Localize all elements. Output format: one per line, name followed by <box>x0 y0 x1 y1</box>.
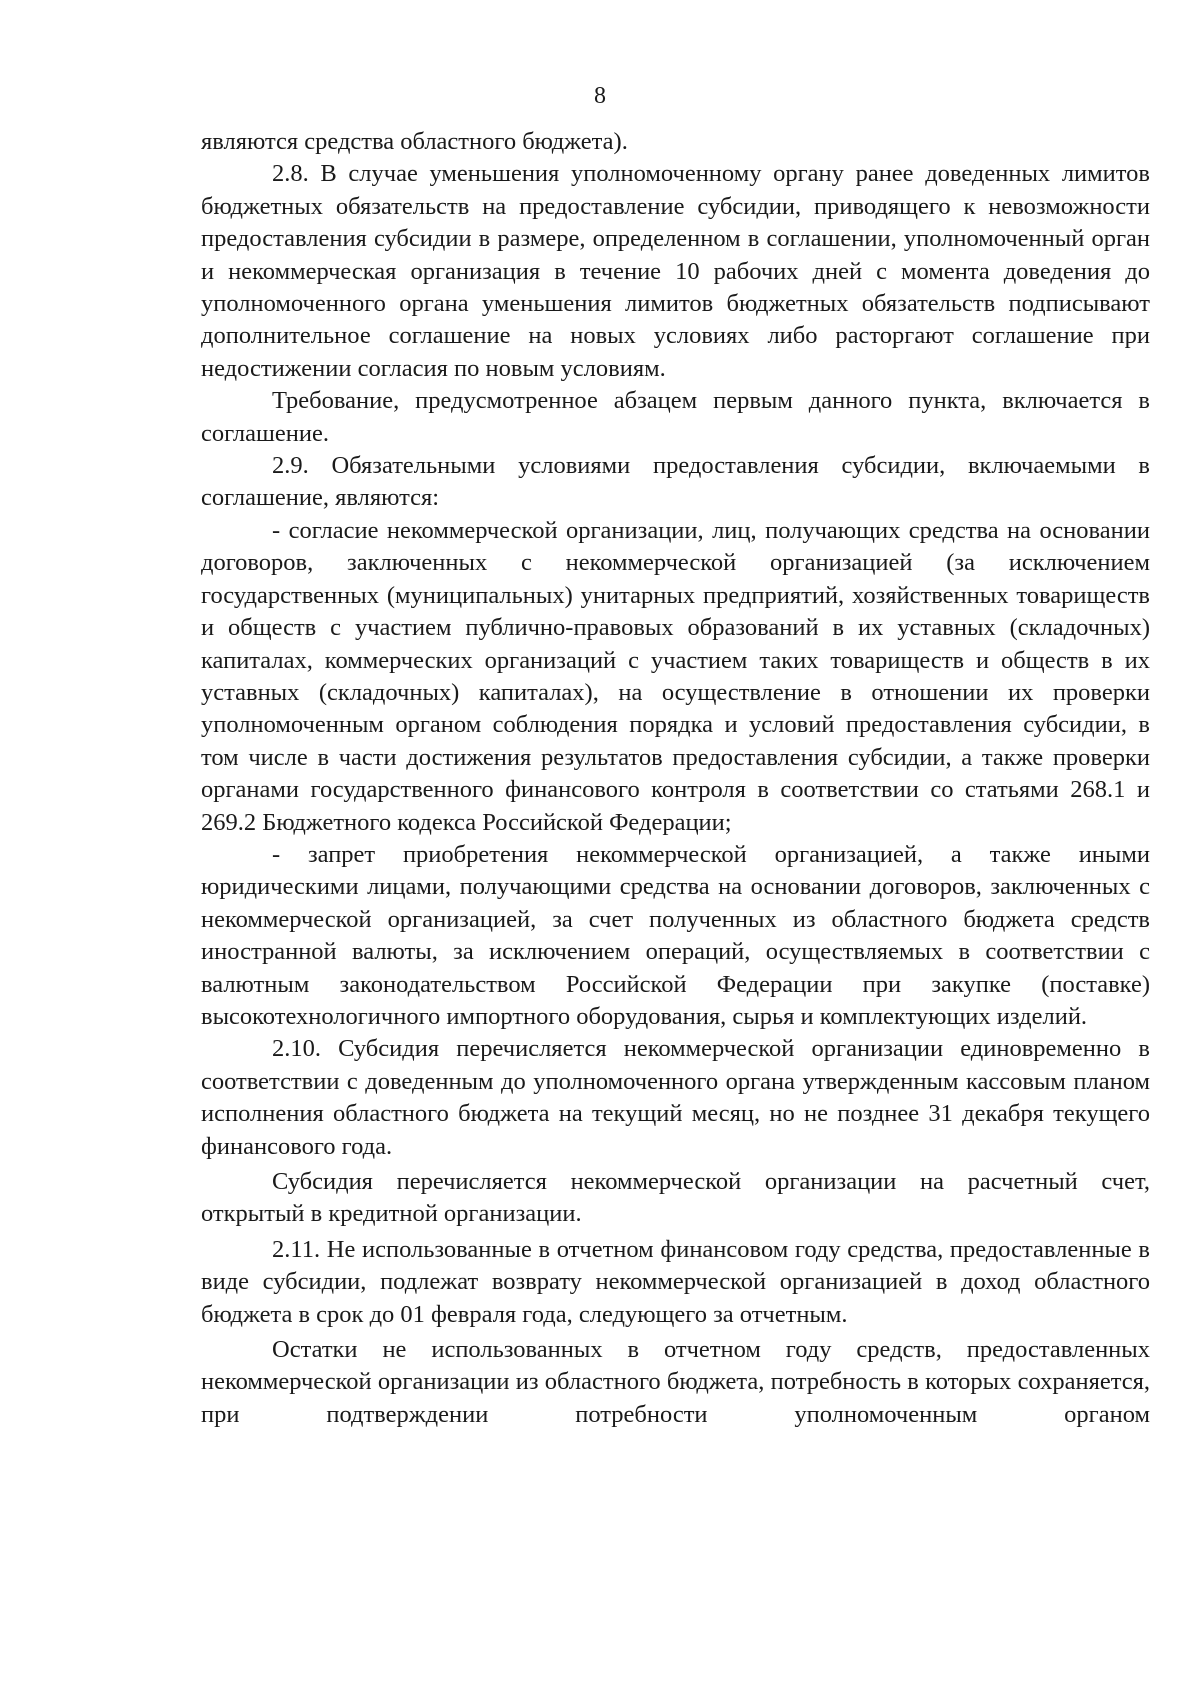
paragraph-2-9: 2.9. Обязательными условиями предоставления субсидии, включаемыми в соглашение, являются: <box>201 452 1150 512</box>
paragraph-remainders: Остатки не использованных в отчетном году средств, предоставленных некоммерческой организации из областного бюджета, потребность в которых сохраняется, при подтверждении потребности уполномоченным органом <box>201 1336 1150 1428</box>
page-number: 8 <box>594 83 606 109</box>
document-body <box>201 126 1150 1431</box>
paragraph-currency-ban: - запрет приобретения некоммерческой организацией, а также иными юридическими лицами, получающими средства на основании договоров, заключенных с некоммерческой организацией, за счет полученных из областного бюджета средств иностранной валюты, за исключением операций, осуществляемых в соответствии с валютным законодательством Российской Федерации при закупке (поставке) высокотехнологичного импортного оборудования, сырья и комплектующих изделий. <box>201 840 1150 1030</box>
paragraph-transfer-account: Субсидия перечисляется некоммерческой организации на расчетный счет, открытый в кредитной организации. <box>201 1168 1150 1228</box>
paragraph-2-10: 2.10. Субсидия перечисляется некоммерческой организации единовременно в соответствии с доведенным до уполномоченного органа утвержденным кассовым планом исполнения областного бюджета на текущий месяц, но не позднее 31 декабря текущего финансового года. <box>201 1035 1150 1160</box>
paragraph-continuation: являются средства областного бюджета). <box>201 128 628 155</box>
paragraph-requirement: Требование, предусмотренное абзацем первым данного пункта, включается в соглашение. <box>201 387 1150 447</box>
paragraph-consent: - согласие некоммерческой организации, лиц, получающих средства на основании договоров, заключенных с некоммерческой организацией (за исключением государственных (муниципальных) унитарных предприятий, хозяйственных товариществ и обществ с участием публично-правовых образований в их уставных (складочных) капиталах, коммерческих организаций с участием таких товариществ и обществ в их уставных (складочных) капиталах), на осуществление в отношении их проверки уполномоченным органом соблюдения порядка и условий предоставления субсидии, в том числе в части достижения результатов предоставления субсидии, а также проверки органами государственного финансового контроля в соответствии со статьями 268.1 и 269.2 Бюджетного кодекса Российской Федерации; <box>201 516 1150 836</box>
paragraph-2-8: 2.8. В случае уменьшения уполномоченному органу ранее доведенных лимитов бюджетных обязательств на предоставление субсидии, приводящего к невозможности предоставления субсидии в размере, определенном в соглашении, уполномоченный орган и некоммерческая организация в течение 10 рабочих дней с момента доведения до уполномоченного органа уменьшения лимитов бюджетных обязательств подписывают дополнительное соглашение на новых условиях либо расторгают соглашение при недостижении согласия по новым условиям. <box>201 160 1150 382</box>
paragraph-2-11: 2.11. Не использованные в отчетном финансовом году средства, предоставленные в виде субсидии, подлежат возврату некоммерческой организацией в доход областного бюджета в срок до 01 февраля года, следующего за отчетным. <box>201 1235 1150 1328</box>
